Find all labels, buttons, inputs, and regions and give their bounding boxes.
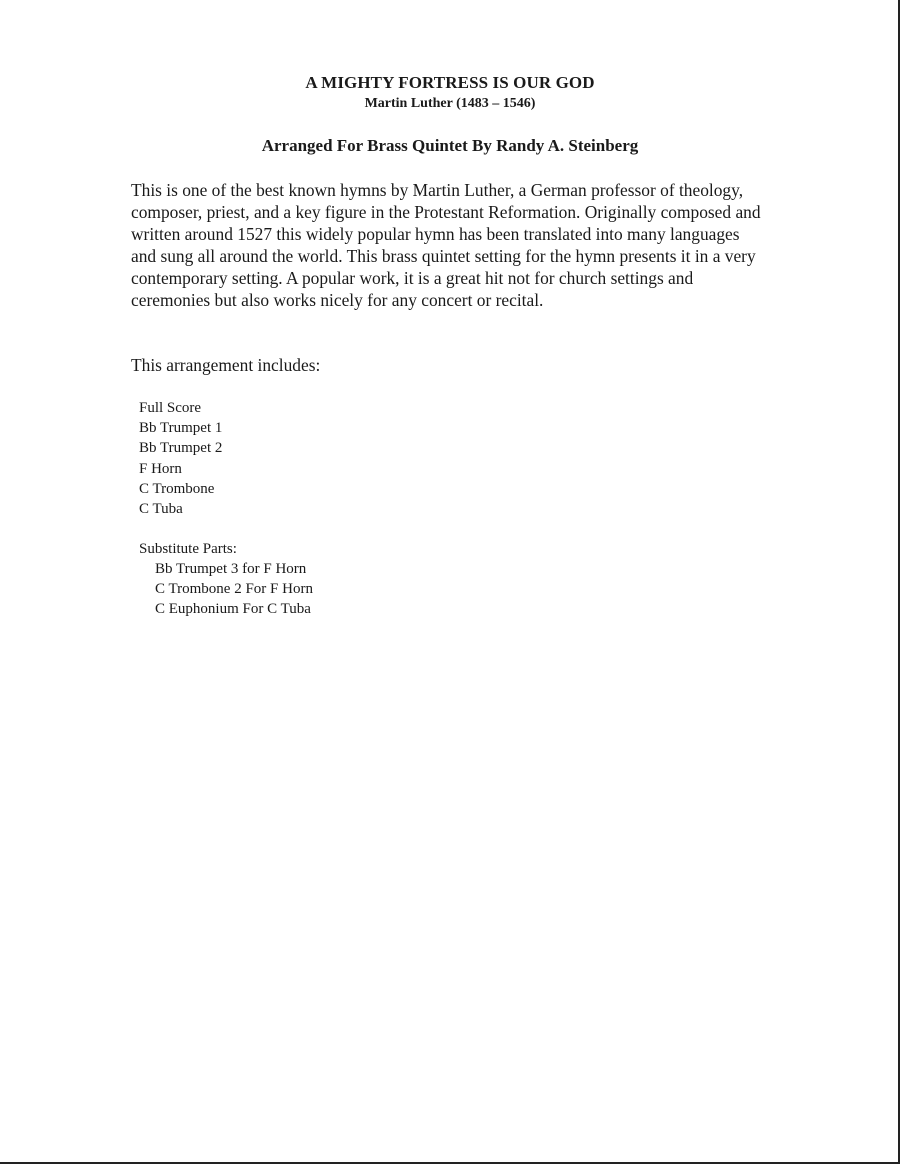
list-item: Full Score xyxy=(139,400,202,416)
list-item: C Trombone xyxy=(139,480,215,497)
list-item: Bb Trumpet 3 for F Horn xyxy=(155,561,307,577)
list-item: C Tuba xyxy=(139,501,183,518)
list-item: Bb Trumpet 1 xyxy=(139,420,223,437)
parts-list xyxy=(139,398,222,519)
composer-subtitle: Martin Luther (1483 – 1546) xyxy=(364,96,536,111)
includes-heading: This arrangement includes: xyxy=(131,355,321,375)
description-paragraph: This is one of the best known hymns by Martin Luther, a German professor of theology, composer, priest, and a key figure in the Protestant Reformation. Originally composed and written around 1527 this widely popular hymn has been translated into many languages and sung all around the world. This brass quintet setting for the hymn presents it in a very contemporary setting. A popular work, it is a great hit not for church settings and ceremonies but also works nicely for any concert or recital. xyxy=(131,180,761,310)
substitute-parts-heading: Substitute Parts: xyxy=(139,541,237,557)
list-item: F Horn xyxy=(139,460,182,477)
list-item: Bb Trumpet 2 xyxy=(139,440,223,457)
substitute-parts-list xyxy=(155,559,313,620)
page-title: A MIGHTY FORTRESS IS OUR GOD xyxy=(305,73,595,92)
list-item: C Euphonium For C Tuba xyxy=(155,601,311,618)
arranger-heading: Arranged For Brass Quintet By Randy A. Steinberg xyxy=(261,136,639,155)
list-item: C Trombone 2 For F Horn xyxy=(155,581,313,598)
